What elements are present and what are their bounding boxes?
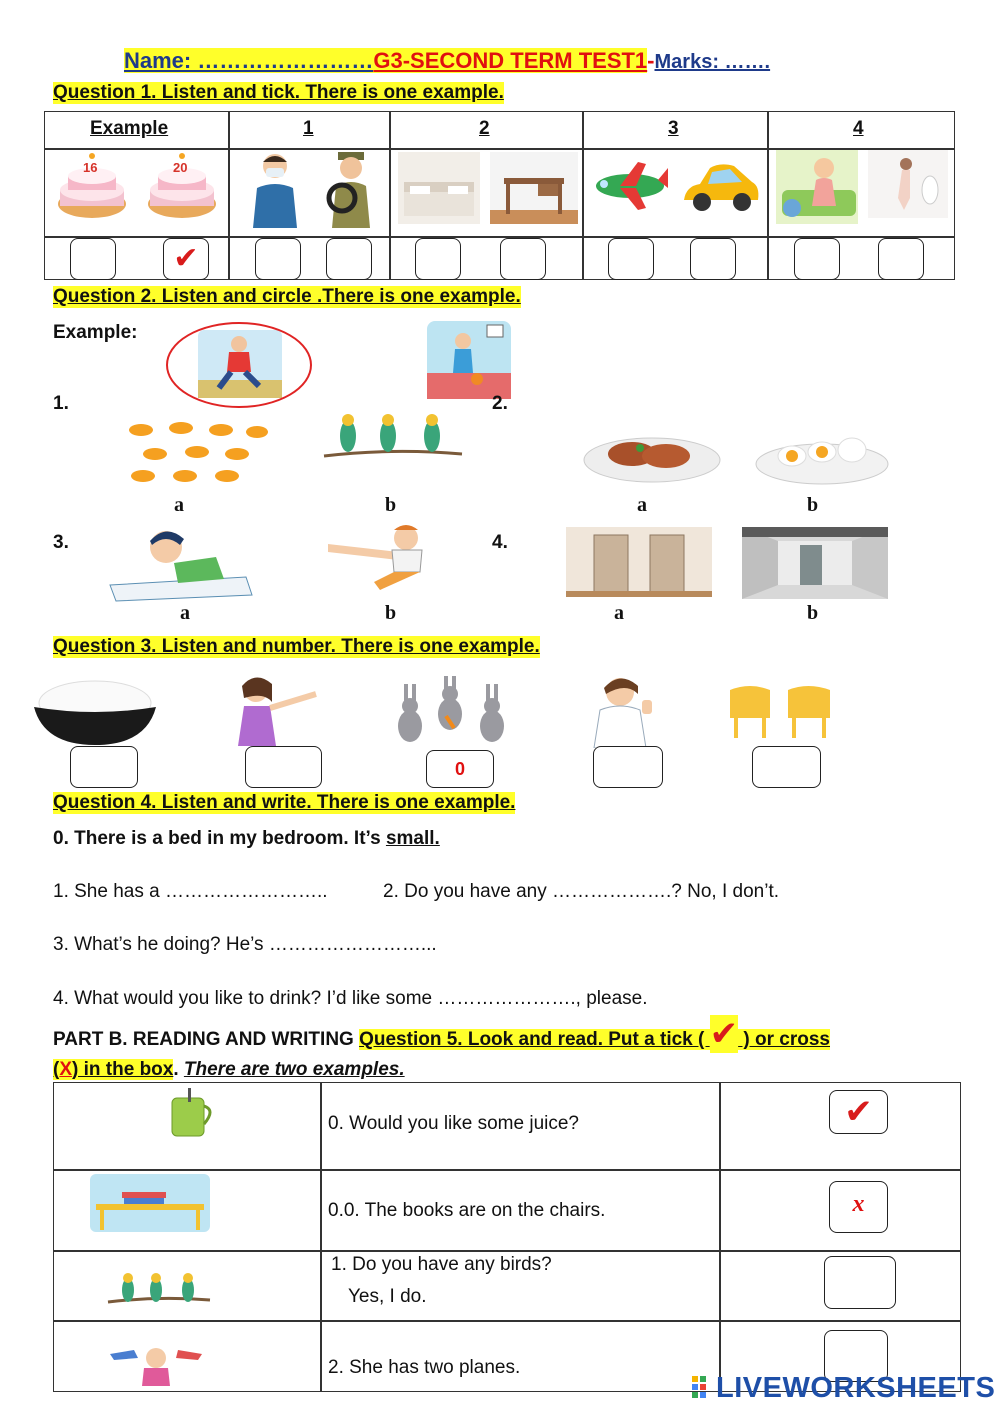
- q1-box-3b[interactable]: [690, 238, 736, 280]
- q3-box-rice[interactable]: [70, 746, 138, 788]
- tick-icon: ✔: [173, 242, 199, 275]
- girl-singing-image: [216, 672, 338, 746]
- q2-num-4: 4.: [492, 532, 508, 553]
- q2-2b-label: b: [807, 494, 819, 516]
- q5-box-row00: [829, 1181, 888, 1233]
- chairs-image: [726, 682, 836, 740]
- q2-3b-label: b: [385, 602, 397, 624]
- q2-num-3: 3.: [53, 532, 69, 553]
- svg-text:16: 16: [83, 160, 98, 175]
- q4-sentence-3: 3. What’s he doing? He’s ……………………...: [53, 934, 437, 955]
- q1-box-2b[interactable]: [500, 238, 546, 280]
- q4-example-answer: small.: [385, 828, 440, 849]
- q5-heading-b: ) or cross: [738, 1029, 830, 1050]
- q5-row2-text: 2. She has two planes.: [328, 1357, 521, 1378]
- q5-row00-text: 0.0. The books are on the chairs.: [328, 1200, 606, 1221]
- liveworksheets-logo: [690, 1372, 995, 1405]
- doctor-woman-image: [576, 670, 672, 748]
- q4-example-text: 0. There is a bed in my bedroom. It’s: [53, 828, 386, 849]
- logo-icon: [690, 1374, 716, 1404]
- q4-example: [53, 828, 440, 850]
- q5-heading: [53, 1015, 943, 1085]
- cross-icon: X: [59, 1059, 73, 1080]
- rice-bowl-image: [24, 673, 166, 749]
- rabbits-image: [390, 676, 518, 748]
- running-boy-image[interactable]: [165, 320, 313, 410]
- q5-heading-c-open: (: [53, 1059, 60, 1080]
- q4-sentence-1: 1. She has a ……………………..: [53, 881, 328, 902]
- q1-box-example-b[interactable]: [163, 238, 209, 280]
- books-table-image: [90, 1174, 210, 1232]
- col-1: 1: [303, 118, 314, 139]
- two-doors-image[interactable]: [566, 527, 712, 597]
- juice-image: [160, 1088, 222, 1140]
- doctor-image: [245, 150, 305, 228]
- girl-sofa-image: [776, 150, 858, 224]
- name-input[interactable]: [208, 50, 412, 78]
- q5-examples-note: There are two examples.: [183, 1059, 405, 1080]
- birds-small-image: [106, 1266, 212, 1318]
- bedroom-image: [398, 152, 480, 224]
- q5-heading-c-rest: ) in the box: [72, 1059, 174, 1080]
- q3-example-number: 0: [454, 759, 465, 779]
- q1-box-1b[interactable]: [326, 238, 372, 280]
- q5-box-row1[interactable]: [824, 1256, 896, 1309]
- meat-plate-image[interactable]: [580, 420, 724, 486]
- eggs-image[interactable]: [752, 420, 894, 488]
- q2-num-1: 1.: [53, 393, 69, 414]
- part-b-label: PART B. READING AND WRITING: [53, 1029, 360, 1050]
- fish-image[interactable]: [125, 418, 270, 488]
- q5-row1-text: 1. Do you have any birds?: [331, 1254, 552, 1275]
- q4-sentence-4: 4. What would you like to drink? I’d like some …………………., please.: [53, 988, 648, 1009]
- col-example: Example: [90, 118, 169, 139]
- q2-4b-label: b: [807, 602, 819, 624]
- bathroom-image: [868, 150, 948, 218]
- basketball-girl-image[interactable]: [427, 321, 511, 399]
- desk-image: [490, 152, 578, 224]
- q1-box-4a[interactable]: [794, 238, 840, 280]
- q3-box-chairs[interactable]: [752, 746, 821, 788]
- tick-icon: ✔: [844, 1093, 873, 1131]
- q1-box-4b[interactable]: [878, 238, 924, 280]
- svg-text:20: 20: [173, 160, 188, 175]
- q3-box-rabbits: [426, 750, 494, 788]
- q2-3a-label: a: [180, 602, 190, 624]
- cross-icon: x: [852, 1191, 865, 1217]
- q1-heading: Question 1. Listen and tick. There is one example.: [53, 82, 504, 103]
- q2-1a-label: a: [174, 494, 184, 516]
- q3-box-girl[interactable]: [245, 746, 322, 788]
- col-4: 4: [853, 118, 864, 139]
- birds-image[interactable]: [322, 402, 464, 490]
- q4-answer-4[interactable]: [530, 987, 694, 1013]
- q4-sentence-2: 2. Do you have any ……………….? No, I don’t.: [383, 881, 780, 902]
- q2-1b-label: b: [385, 494, 397, 516]
- q5-row0-text: 0. Would you like some juice?: [328, 1113, 579, 1134]
- plane-image: [590, 158, 670, 214]
- q4-heading: Question 4. Listen and write. There is one example.: [53, 792, 516, 813]
- marks-label: Marks: …….: [654, 51, 771, 73]
- tick-icon: ✔: [709, 1015, 739, 1053]
- q5-box-row0: [829, 1090, 888, 1134]
- q3-heading: Question 3. Listen and number. There is one example.: [53, 636, 540, 657]
- q1-box-2a[interactable]: [415, 238, 461, 280]
- q2-4a-label: a: [614, 602, 624, 624]
- test-title: G3-SECOND TERM TEST1: [373, 48, 648, 73]
- title-dash: -: [647, 48, 655, 73]
- q2-2a-label: a: [637, 494, 647, 516]
- name-label: Name: ……………………: [124, 48, 374, 73]
- brand-name: LIVEWORKSHEETS: [716, 1372, 996, 1404]
- q2-num-2: 2.: [492, 393, 508, 414]
- one-door-image[interactable]: [742, 527, 888, 599]
- q5-row1-text2: Yes, I do.: [348, 1286, 427, 1307]
- q1-box-example-a[interactable]: [70, 238, 116, 280]
- cake-20-image: [145, 152, 219, 224]
- q4-answer-2[interactable]: [598, 880, 742, 906]
- q4-answer-1[interactable]: [188, 880, 352, 906]
- q5-heading-a: Question 5. Look and read. Put a tick (: [359, 1029, 710, 1050]
- q1-box-3a[interactable]: [608, 238, 654, 280]
- q1-box-1a[interactable]: [255, 238, 301, 280]
- girl-planes-image: [104, 1340, 210, 1386]
- q4-answer-3[interactable]: [318, 933, 512, 959]
- q5-period: .: [173, 1059, 184, 1080]
- boy-writing-image[interactable]: [106, 523, 256, 603]
- q3-box-doctor[interactable]: [593, 746, 663, 788]
- cake-16-image: [55, 152, 129, 224]
- q2-example-label: Example:: [53, 322, 138, 343]
- col-3: 3: [668, 118, 679, 139]
- driver-image: [318, 150, 382, 228]
- col-2: 2: [479, 118, 490, 139]
- car-image: [680, 156, 762, 218]
- q2-heading: Question 2. Listen and circle .There is one example.: [53, 286, 521, 307]
- boy-dancing-image[interactable]: [318, 520, 468, 600]
